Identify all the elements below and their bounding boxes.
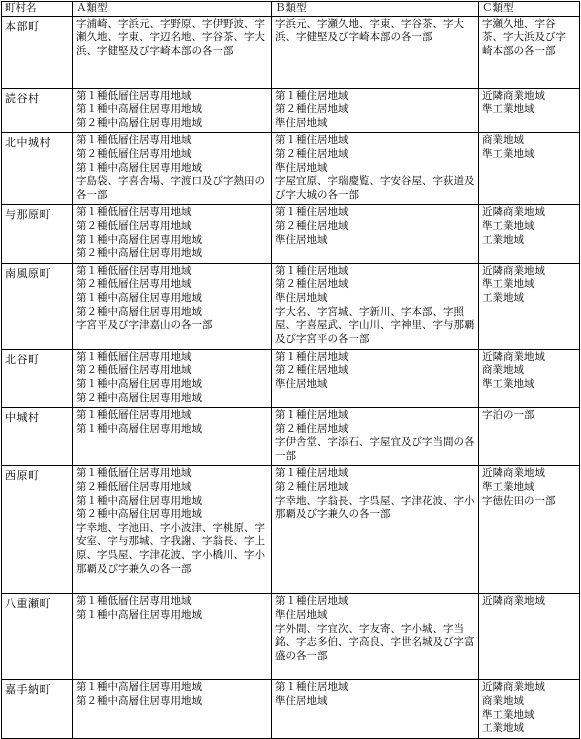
zone-entry: 準工業地域	[482, 219, 535, 232]
zone-entry: 第２種中高層住居専用地域	[76, 305, 202, 318]
zone-entry: 準住居地域	[275, 609, 328, 622]
zone-entry: 準工業地域	[482, 377, 535, 390]
municipality-name: 本部町	[2, 16, 73, 88]
municipality-name: 八重瀬町	[2, 594, 73, 680]
type-c-cell	[479, 205, 580, 263]
zone-entry: 第１種中高層住居専用地域	[76, 377, 202, 390]
zone-entry: 第２種住居地域	[275, 481, 349, 494]
zone-entry: 字幸地、字翁長、字呉屋、字津花波、字小那覇及び字兼久の各一部	[275, 494, 475, 521]
zone-entry: 近隣商業地域	[482, 264, 545, 277]
type-c-cell	[479, 133, 580, 205]
type-a-cell	[73, 88, 272, 133]
zone-entry: 第１種低層住居専用地域	[76, 350, 192, 363]
type-b-cell	[272, 263, 479, 349]
zone-entry: 第１種中高層住居専用地域	[76, 103, 202, 116]
zone-entry: 第２種中高層住居専用地域	[76, 116, 202, 129]
type-c-cell	[479, 263, 580, 349]
zone-entry: 第２種低層住居専用地域	[76, 364, 192, 377]
zone-entry: 近隣商業地域	[482, 350, 545, 363]
type-c-cell	[479, 466, 580, 594]
header-type-b: Ｂ類型	[272, 2, 479, 17]
table-row	[2, 263, 580, 349]
zone-entry: 第２種住居地域	[275, 364, 349, 377]
zone-entry: 準住居地域	[275, 695, 328, 708]
zone-entry: 第１種低層住居専用地域	[76, 206, 192, 219]
zone-entry: 商業地域	[482, 364, 524, 377]
zone-entry: 第１種住居地域	[275, 467, 349, 480]
table-row	[2, 680, 580, 738]
zone-entry: 第２種住居地域	[275, 147, 349, 160]
zone-entry: 第１種中高層住居専用地域	[76, 422, 202, 435]
zone-entry: 工業地域	[482, 291, 524, 304]
zone-entry: 第１種低層住居専用地域	[76, 89, 192, 102]
zone-entry: 近隣商業地域	[482, 206, 545, 219]
table-row	[2, 594, 580, 680]
table-row	[2, 466, 580, 594]
zone-entry: 第２種低層住居専用地域	[76, 147, 192, 160]
zone-entry: 字伊舎堂、字添石、字屋宜及び字当間の各一部	[275, 436, 475, 462]
type-b-cell	[272, 466, 479, 594]
zone-entry: 近隣商業地域	[482, 681, 545, 694]
zone-entry: 近隣商業地域	[482, 467, 545, 480]
header-row	[2, 2, 580, 17]
zone-entry: 第１種中高層住居専用地域	[76, 494, 202, 507]
zone-entry: 字浦崎、字浜元、字野原、字伊野波、字瀬久地、字東、字辺名地、字谷茶、字大浜、字健堅及び字崎本部の各一部	[76, 17, 265, 57]
type-c-cell	[479, 88, 580, 133]
zone-entry: 準工業地域	[482, 708, 535, 721]
zone-entry: 第１種住居地域	[275, 264, 349, 277]
zone-entry: 第１種低層住居専用地域	[76, 409, 192, 422]
header-municipality: 町村名	[2, 2, 73, 17]
zone-entry: 第１種低層住居専用地域	[76, 264, 192, 277]
zone-entry: 準工業地域	[482, 147, 535, 160]
header-type-a: Ａ類型	[73, 2, 272, 17]
zone-entry: 字徳佐田の一部	[482, 494, 556, 507]
zone-entry: 第１種住居地域	[275, 409, 349, 422]
type-a-cell	[73, 594, 272, 680]
zone-entry: 準住居地域	[275, 377, 328, 390]
type-b-cell	[272, 133, 479, 205]
table-row	[2, 88, 580, 133]
zoning-table	[1, 1, 580, 739]
zone-entry: 第２種低層住居専用地域	[76, 219, 192, 232]
zone-entry: 字泊の一部	[482, 409, 535, 422]
municipality-name: 北谷町	[2, 349, 73, 407]
zone-entry: 字幸地、字池田、字小波津、字桃原、字安室、字与那城、字我謝、字翁長、字上原、字呉屋、字津花波、字小橋川、字小那覇及び字兼久の各一部	[76, 521, 265, 575]
municipality-name: 西原町	[2, 466, 73, 594]
zone-entry: 第１種中高層住居専用地域	[76, 291, 202, 304]
table-row	[2, 349, 580, 407]
municipality-name: 中城村	[2, 408, 73, 466]
type-c-cell	[479, 594, 580, 680]
municipality-name: 北中城村	[2, 133, 73, 205]
zone-entry: 第１種住居地域	[275, 595, 349, 608]
table-row	[2, 16, 580, 88]
table-row	[2, 133, 580, 205]
zone-entry: 第２種住居地域	[275, 219, 349, 232]
type-a-cell	[73, 466, 272, 594]
zone-entry: 準工業地域	[482, 103, 535, 116]
zone-entry: 商業地域	[482, 134, 524, 147]
zone-entry: 第１種住居地域	[275, 681, 349, 694]
type-b-cell	[272, 680, 479, 738]
type-a-cell	[73, 680, 272, 738]
municipality-name: 嘉手納町	[2, 680, 73, 738]
type-b-cell	[272, 408, 479, 466]
zone-entry: 第１種低層住居専用地域	[76, 467, 192, 480]
zone-entry: 工業地域	[482, 722, 524, 735]
zone-entry: 第１種中高層住居専用地域	[76, 681, 202, 694]
zone-entry: 準工業地域	[482, 481, 535, 494]
zone-entry: 第１種低層住居専用地域	[76, 134, 192, 147]
zone-entry: 近隣商業地域	[482, 595, 545, 608]
header-type-c: Ｃ類型	[479, 2, 580, 17]
type-b-cell	[272, 205, 479, 263]
zone-entry: 準住居地域	[275, 116, 328, 129]
zone-entry: 準住居地域	[275, 233, 328, 246]
zone-entry: 第２種住居地域	[275, 422, 349, 435]
zone-entry: 字外間、字宜次、字友寄、字小城、字当銘、字志多伯、字高良、字世名城及び字富盛の各一部	[275, 622, 475, 662]
table-body	[2, 16, 580, 738]
type-a-cell	[73, 349, 272, 407]
type-c-cell	[479, 16, 580, 88]
zone-entry: 第２種低層住居専用地域	[76, 278, 192, 291]
table-row	[2, 408, 580, 466]
type-a-cell	[73, 263, 272, 349]
zone-entry: 第１種中高層住居専用地域	[76, 233, 202, 246]
type-a-cell	[73, 408, 272, 466]
type-b-cell	[272, 349, 479, 407]
type-c-cell	[479, 408, 580, 466]
zone-entry: 字瀬久地、字谷茶、字大浜及び字崎本部の各一部	[482, 17, 566, 57]
zone-entry: 準住居地域	[275, 161, 328, 174]
zone-entry: 第１種住居地域	[275, 134, 349, 147]
zone-entry: 第２種中高層住居専用地域	[76, 247, 202, 260]
zone-entry: 第１種住居地域	[275, 89, 349, 102]
zone-entry: 字屋宜原、字瑞慶覧、字安谷屋、字荻道及び字大城の各一部	[275, 175, 475, 201]
type-a-cell	[73, 133, 272, 205]
table-row	[2, 205, 580, 263]
zone-entry: 字大名、字宮城、字新川、字本部、字照屋、字喜屋武、字山川、字神里、字与那覇及び字宮平の各一部	[275, 305, 475, 345]
zone-entry: 第２種中高層住居専用地域	[76, 508, 202, 521]
zone-entry: 字宮平及び字津嘉山の各一部	[76, 319, 213, 332]
zone-entry: 第１種中高層住居専用地域	[76, 609, 202, 622]
municipality-name: 南風原町	[2, 263, 73, 349]
zone-entry: 第１種住居地域	[275, 206, 349, 219]
zone-entry: 第１種住居地域	[275, 350, 349, 363]
zone-entry: 第２種住居地域	[275, 103, 349, 116]
type-a-cell	[73, 205, 272, 263]
type-b-cell	[272, 16, 479, 88]
zone-entry: 第１種低層住居専用地域	[76, 595, 192, 608]
zone-entry: 準工業地域	[482, 278, 535, 291]
municipality-name: 読谷村	[2, 88, 73, 133]
zone-entry: 近隣商業地域	[482, 89, 545, 102]
type-c-cell	[479, 680, 580, 738]
type-a-cell	[73, 16, 272, 88]
zone-entry: 第２種住居地域	[275, 278, 349, 291]
zone-entry: 第１種中高層住居専用地域	[76, 161, 202, 174]
type-c-cell	[479, 349, 580, 407]
zone-entry: 字島袋、字喜舎場、字渡口及び字熱田の各一部	[76, 175, 265, 201]
type-b-cell	[272, 594, 479, 680]
municipality-name: 与那原町	[2, 205, 73, 263]
type-b-cell	[272, 88, 479, 133]
zone-entry: 字浜元、字瀬久地、字東、字谷茶、字大浜、字健堅及び字崎本部の各一部	[275, 17, 464, 44]
zone-entry: 第２種低層住居専用地域	[76, 481, 192, 494]
zone-entry: 準住居地域	[275, 291, 328, 304]
zone-entry: 商業地域	[482, 695, 524, 708]
zone-entry: 第２種中高層住居専用地域	[76, 695, 202, 708]
zone-entry: 第２種中高層住居専用地域	[76, 391, 202, 404]
zone-entry: 工業地域	[482, 233, 524, 246]
